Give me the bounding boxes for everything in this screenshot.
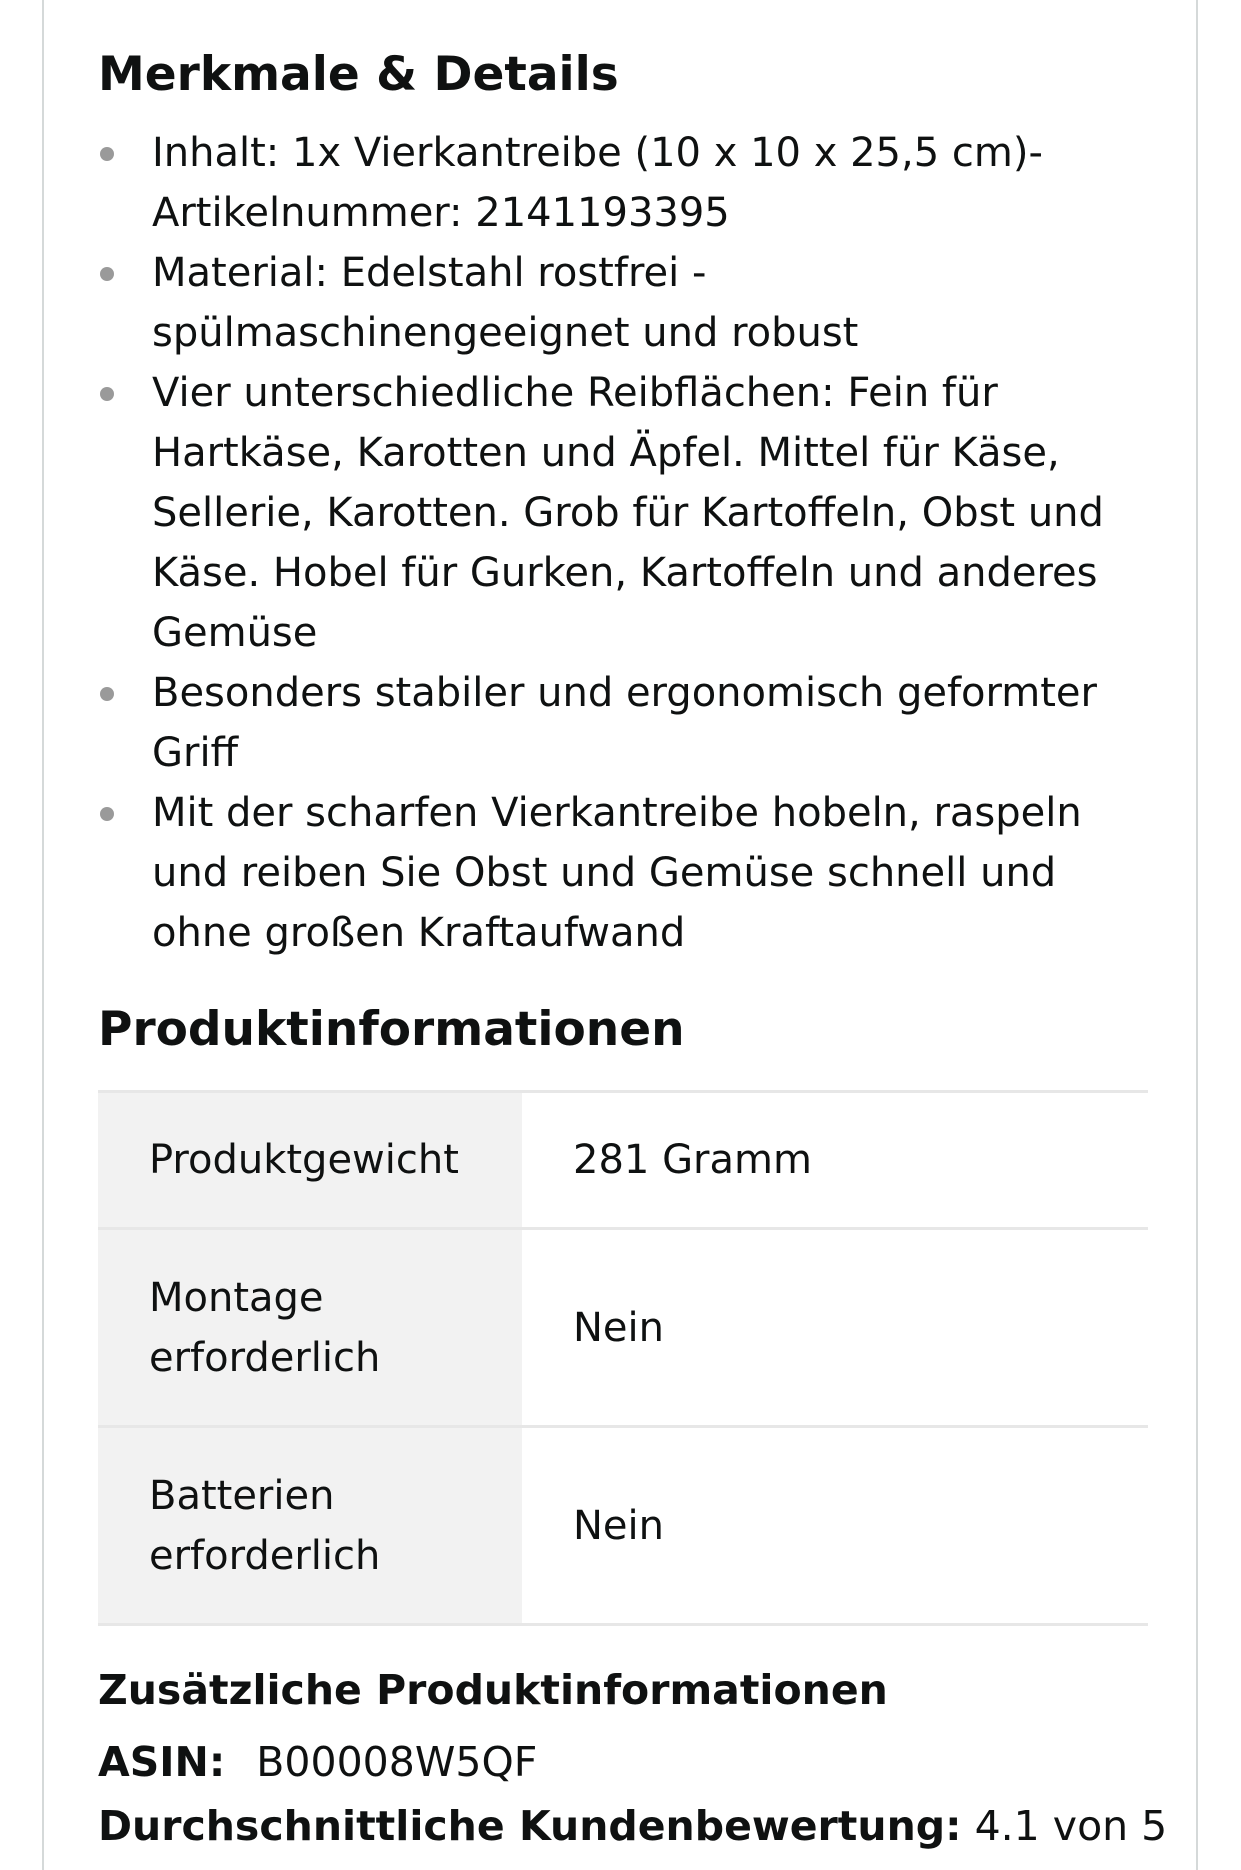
row-label: Batterien erforderlich: [98, 1427, 522, 1625]
asin-value: B00008W5QF: [256, 1738, 538, 1786]
product-info-table: [98, 1090, 1148, 1626]
asin-line: [98, 1732, 537, 1792]
row-value: Nein: [522, 1427, 1148, 1625]
rating-line: [98, 1796, 1167, 1856]
bullet-icon: [100, 267, 114, 281]
bullet-icon: [100, 807, 114, 821]
row-label: Produktgewicht: [98, 1092, 522, 1229]
bullet-icon: [100, 147, 114, 161]
feature-item: Inhalt: 1x Vierkantreibe (10 x 10 x 25,5 cm)- Artikelnummer: 2141193395: [98, 123, 1148, 243]
features-heading: Merkmale & Details: [98, 47, 619, 102]
row-label: Montage erforderlich: [98, 1229, 522, 1427]
features-list: [98, 123, 1148, 963]
feature-item: Mit der scharfen Vierkantreibe hobeln, raspeln und reiben Sie Obst und Gemüse schnell und ohne großen Kraftaufwand: [98, 783, 1148, 963]
table-row: [98, 1427, 1148, 1625]
additional-info-heading: Zusätzliche Produktinformationen: [98, 1666, 888, 1714]
feature-item: Material: Edelstahl rostfrei - spülmaschinengeeignet und robust: [98, 243, 1148, 363]
product-info-heading: Produktinformationen: [98, 1002, 685, 1057]
feature-item: Besonders stabiler und ergonomisch geformter Griff: [98, 663, 1148, 783]
rating-value: 4.1 von 5: [974, 1802, 1168, 1850]
row-value: Nein: [522, 1229, 1148, 1427]
table-row: [98, 1092, 1148, 1229]
rating-label: Durchschnittliche Kundenbewertung:: [98, 1802, 962, 1850]
asin-label: ASIN:: [98, 1738, 226, 1786]
table-row: [98, 1229, 1148, 1427]
feature-item: Vier unterschiedliche Reibflächen: Fein für Hartkäse, Karotten und Äpfel. Mittel für Käse, Sellerie, Karotten. Grob für Kartoffeln, Obst und Käse. Hobel für Gurken, Kartoffeln und anderes Gemüse: [98, 363, 1148, 663]
row-value: 281 Gramm: [522, 1092, 1148, 1229]
bullet-icon: [100, 687, 114, 701]
product-details-card: [42, 0, 1198, 1870]
bullet-icon: [100, 387, 114, 401]
